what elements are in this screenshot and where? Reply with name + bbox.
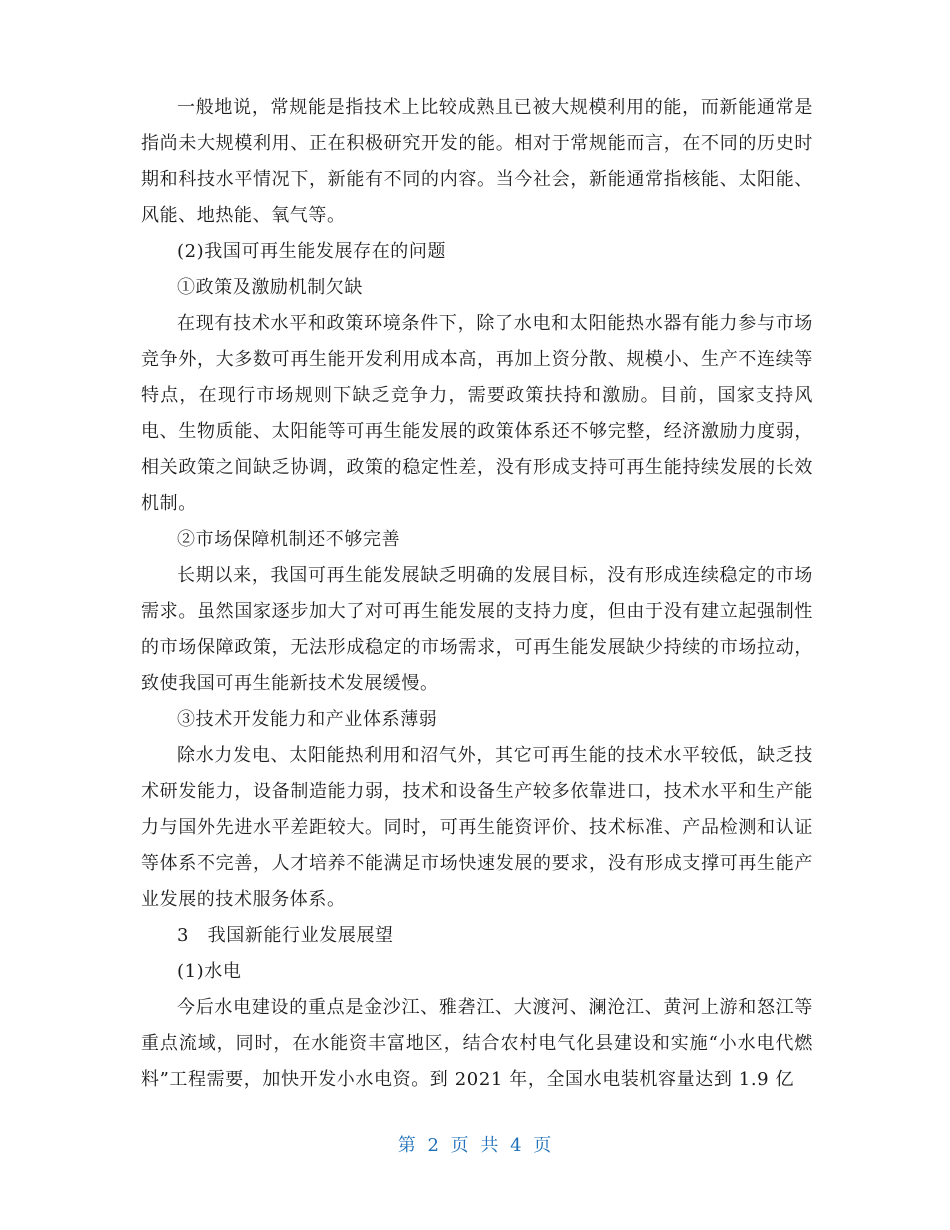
current-page-number: 2 <box>427 1135 440 1156</box>
subheading-hydropower: (1)水电 <box>177 961 242 982</box>
page-footer <box>0 1134 950 1158</box>
paragraph-new-energy-definition: 一般地说，常规能是指技术上比较成熟且已被大规模利用的能，而新能通常是指尚未大规模利用、正在积极研究开发的能。相对于常规能而言，在不同的历史时期和科技水平情况下，新能有不同的内容。当今社会，新能通常指核能、太阳能、风能、地热能、氧气等。 <box>141 97 813 226</box>
footer-label-ye: 页 <box>450 1135 470 1156</box>
total-page-count: 4 <box>510 1135 523 1156</box>
paragraph-policy: 在现有技术水平和政策环境条件下，除了水电和太阳能热水器有能力参与市场竞争外，大多数可再生能开发利用成本高，再加上资分散、规模小、生产不连续等特点，在现行市场规则下缺乏竞争力，需要政策扶持和激励。目前，国家支持风电、生物质能、太阳能等可再生能发展的政策体系还不够完整，经济激励力度弱，相关政策之间缺乏协调，政策的稳定性差，没有形成支持可再生能持续发展的长效机制。 <box>141 313 813 514</box>
document-body <box>141 90 813 1098</box>
subheading-technology: ③技术开发能力和产业体系薄弱 <box>177 709 438 730</box>
paragraph-market: 长期以来，我国可再生能发展缺乏明确的发展目标，没有形成连续稳定的市场需求。虽然国家逐步加大了对可再生能发展的支持力度，但由于没有建立起强制性的市场保障政策，无法形成稳定的市场需求，可再生能发展缺少持续的市场拉动，致使我国可再生能新技术发展缓慢。 <box>141 565 813 694</box>
footer-label-gong: 共 <box>480 1135 500 1156</box>
subheading-policy: ①政策及激励机制欠缺 <box>177 277 363 298</box>
footer-label-ye2: 页 <box>533 1135 553 1156</box>
paragraph-technology: 除水力发电、太阳能热利用和沼气外，其它可再生能的技术水平较低，缺乏技术研发能力，设备制造能力弱，技术和设备生产较多依靠进口，技术水平和生产能力与国外先进水平差距较大。同时，可再生能资评价、技术标准、产品检测和认证等体系不完善，人才培养不能满足市场快速发展的要求，没有形成支撑可再生能产业发展的技术服务体系。 <box>141 745 813 910</box>
footer-label-di: 第 <box>397 1135 417 1156</box>
subheading-market: ②市场保障机制还不够完善 <box>177 529 401 550</box>
paragraph-hydropower: 今后水电建设的重点是金沙江、雅砻江、大渡河、澜沧江、黄河上游和怒江等重点流域，同时，在水能资丰富地区，结合农村电气化县建设和实施“小水电代燃料”工程需要，加快开发小水电资。到 2021 年，全国水电装机容量达到 1.9 亿 <box>141 997 813 1090</box>
section-heading-outlook: 3 我国新能行业发展展望 <box>177 925 394 946</box>
section-heading-problems: (2)我国可再生能发展存在的问题 <box>177 241 447 262</box>
